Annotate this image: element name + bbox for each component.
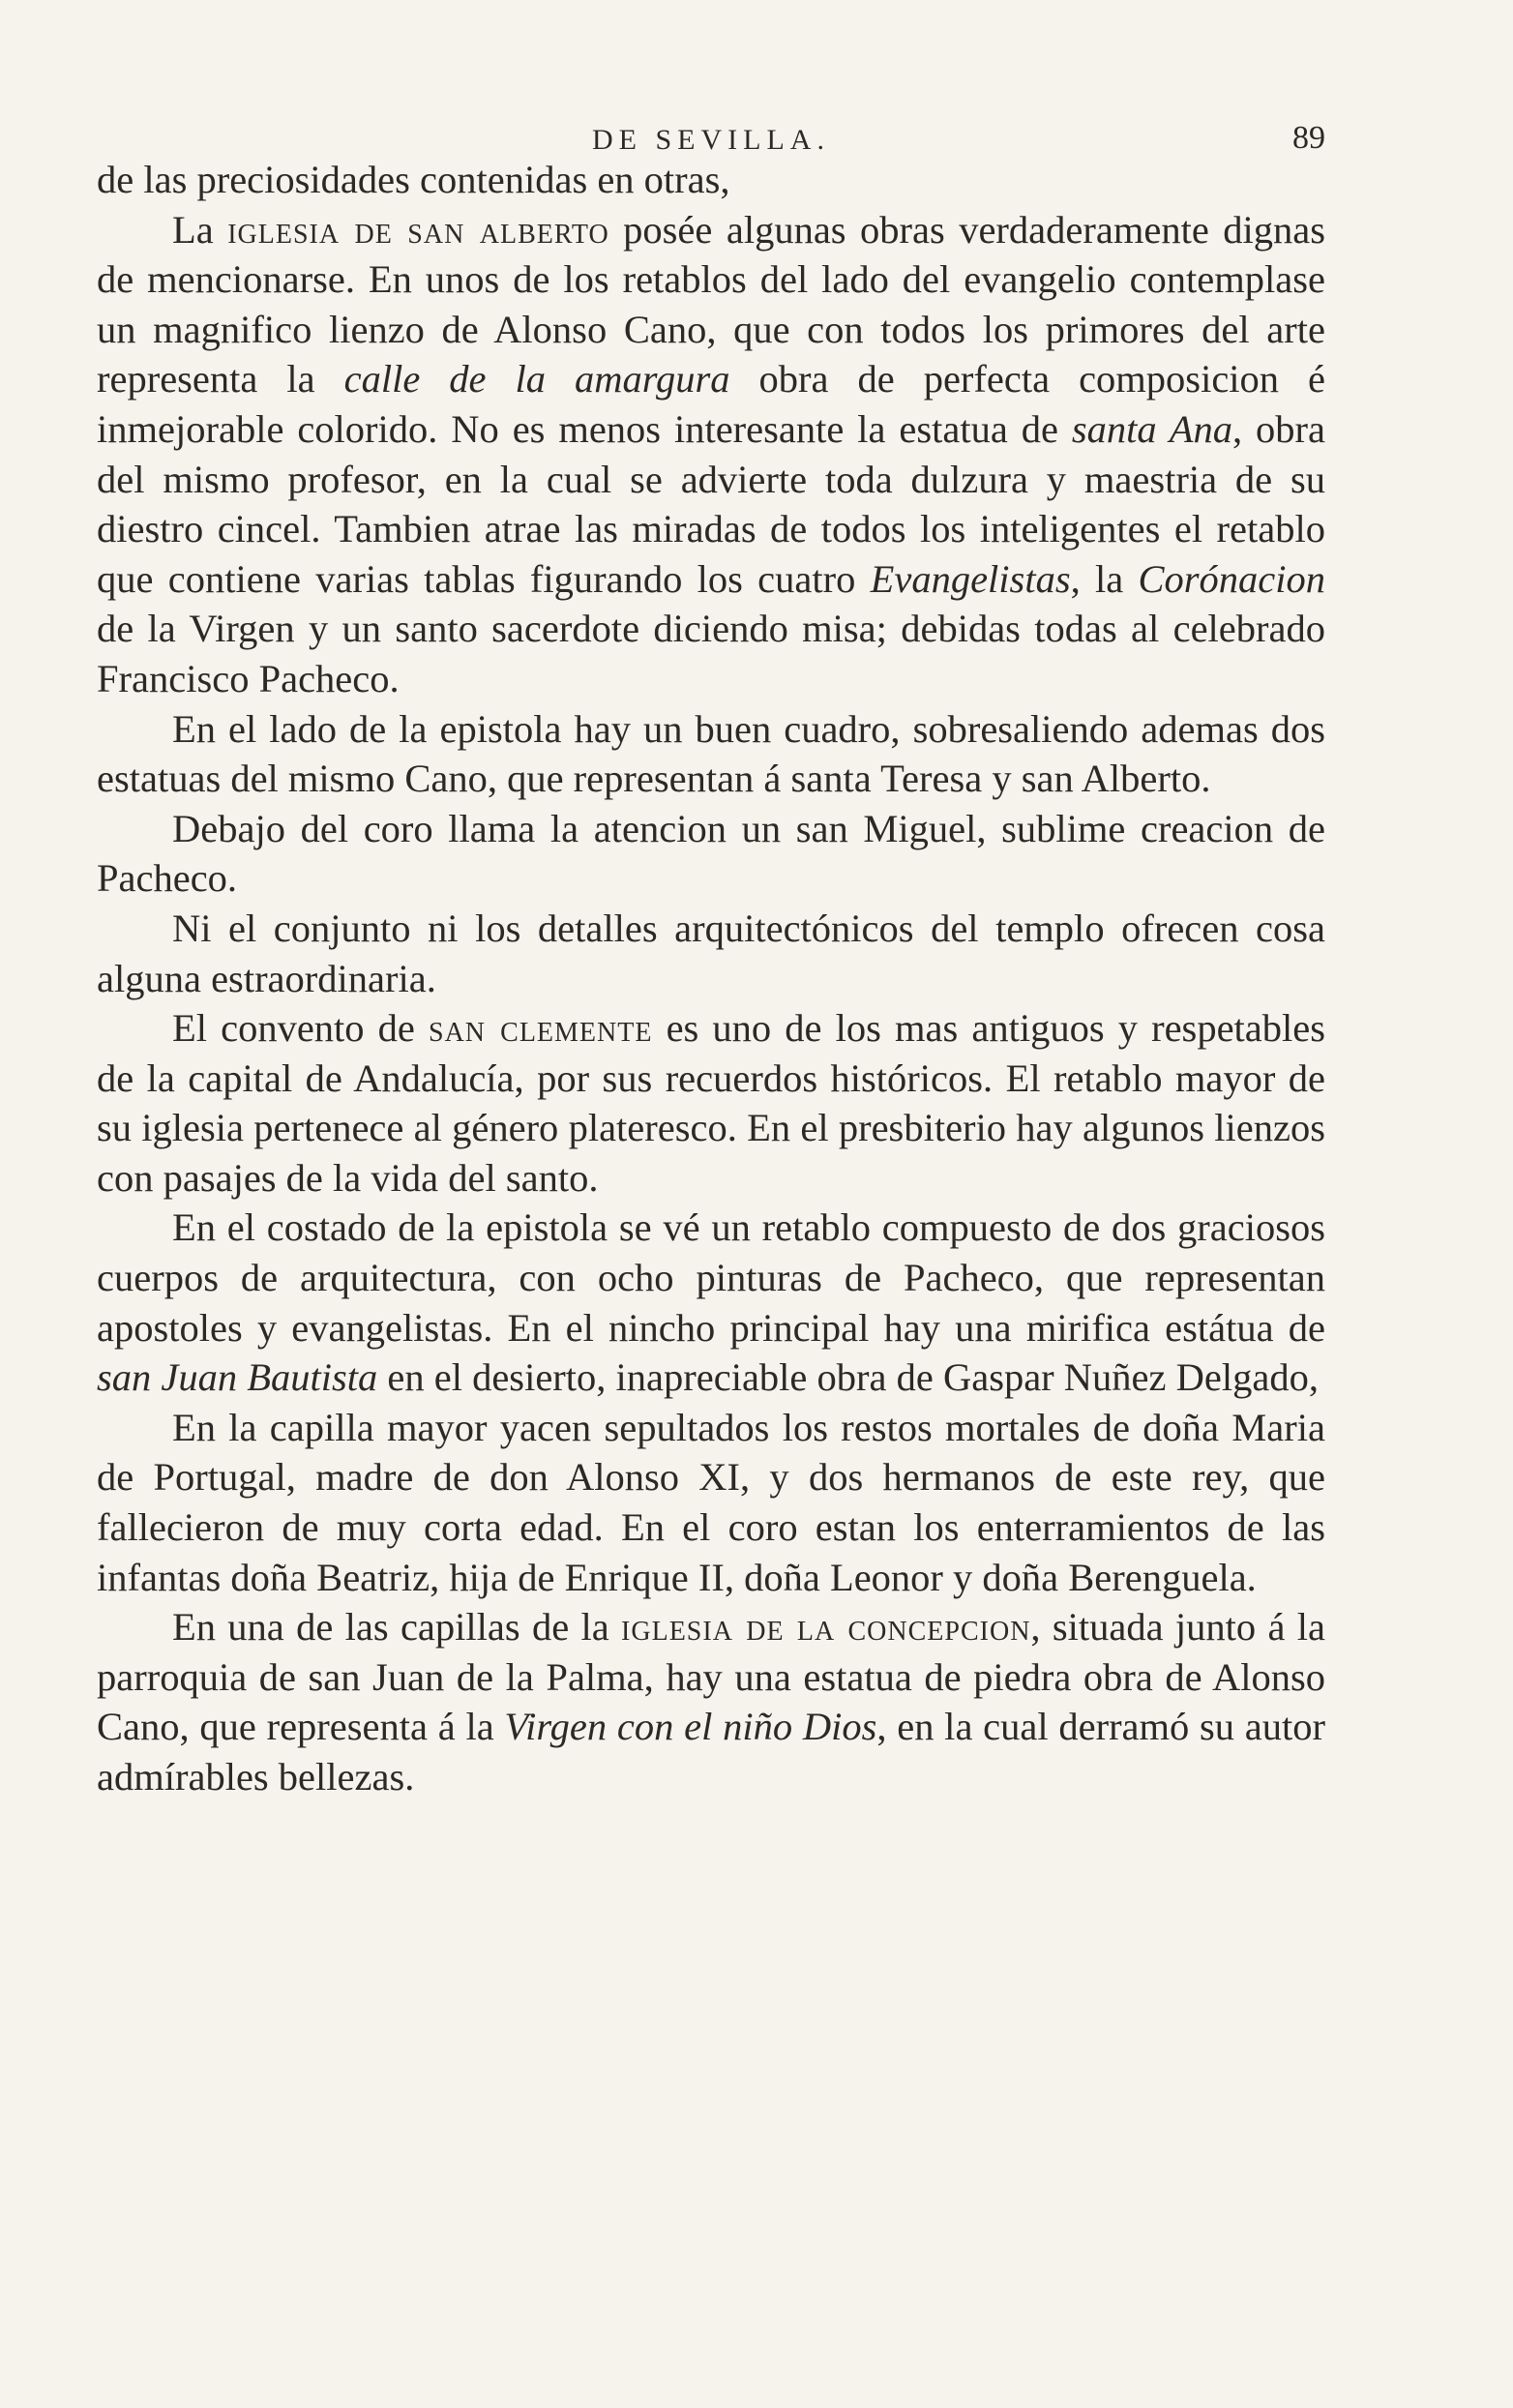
paragraph — [97, 704, 1325, 804]
text-run: Debajo del coro llama la atencion un san Miguel, sublime creacion de Pacheco. — [97, 806, 1325, 901]
paragraph — [97, 1403, 1325, 1602]
small-caps-text: iglesia de san alberto — [227, 207, 609, 252]
text-run: La — [172, 207, 228, 252]
italic-text: Virgen con el niño Dios — [504, 1705, 877, 1749]
paragraph — [97, 205, 1325, 704]
running-head: DE SEVILLA. — [592, 124, 830, 156]
text-run: posée algunas obras verdaderamente dignas de mencionarse. En unos de los retablos del lado del evangelio contemplase un magnifico lienzo de Alonso Cano, que con todos los primores del arte representa la — [97, 207, 1325, 401]
paragraph — [97, 1602, 1325, 1801]
italic-text: san Juan Bautista — [97, 1355, 378, 1400]
small-caps-text: san clemente — [429, 1006, 653, 1051]
page-body — [97, 155, 1325, 1802]
text-run: Ni el conjunto ni los detalles arquitectónicos del templo ofrecen cosa alguna estraordinaria. — [97, 906, 1325, 1000]
paragraph — [97, 804, 1325, 904]
italic-text: calle de la amargura — [343, 357, 730, 401]
text-run: en el desierto, inapreciable obra de Gaspar Nuñez Delgado, — [377, 1355, 1319, 1400]
text-run: obra de perfecta composicion é inmejorable colorido. No es menos interesante la estatua de — [97, 357, 1326, 451]
text-run: , en la cual derramó su autor admírables bellezas. — [97, 1705, 1326, 1799]
text-run: de la Virgen y un santo sacerdote diciendo misa; debidas todas al celebrado Francisco Pacheco. — [97, 607, 1325, 700]
text-run: El convento de — [172, 1006, 430, 1051]
paragraph — [97, 1003, 1325, 1203]
text-run: de las preciosidades contenidas en otras, — [97, 158, 730, 201]
text-run: En el costado de la epistola se vé un retablo compuesto de dos graciosos cuerpos de arquitectura, con ocho pinturas de Pacheco, que representan apostoles y evangelistas. En el nincho principal hay una mirifica estátua de — [97, 1205, 1325, 1350]
page-number: 89 — [1292, 120, 1325, 156]
italic-text: Corónacion — [1138, 556, 1325, 601]
italic-text: santa Ana — [1071, 406, 1233, 451]
paragraph — [97, 155, 1325, 205]
text-run: es uno de los mas antiguos y respetables de la capital de Andalucía, por sus recuerdos históricos. El retablo mayor de su iglesia pertenece al género plateresco. En el presbiterio hay algunos lienzos con pasajes de la vida del santo. — [97, 1006, 1326, 1200]
text-run: En una de las capillas de la — [172, 1605, 622, 1650]
italic-text: Evangelistas — [870, 556, 1071, 601]
text-run: En la capilla mayor yacen sepultados los restos mortales de doña Maria de Portugal, madre de don Alonso XI, y dos hermanos de este rey, que fallecieron de muy corta edad. En el coro estan los enterramientos de las infantas doña Beatriz, hija de Enrique II, doña Leonor y doña Berenguela. — [97, 1405, 1325, 1599]
text-run: , obra del mismo profesor, en la cual se advierte toda dulzura y maestria de su diestro cincel. Tambien atrae las miradas de todos los inteligentes el retablo que contiene varias tablas figurando los cuatro — [97, 406, 1325, 601]
paragraph — [97, 904, 1325, 1003]
text-run: , la — [1070, 556, 1139, 601]
paragraph — [97, 1203, 1325, 1402]
small-caps-text: iglesia de la concepcion — [621, 1605, 1031, 1650]
text-run: , situada junto á la parroquia de san Juan de la Palma, hay una estatua de piedra obra de Alonso Cano, que representa á la — [97, 1605, 1325, 1749]
text-run: En el lado de la epistola hay un buen cuadro, sobresaliendo ademas dos estatuas del mismo Cano, que representan á santa Teresa y san Alberto. — [97, 706, 1325, 801]
